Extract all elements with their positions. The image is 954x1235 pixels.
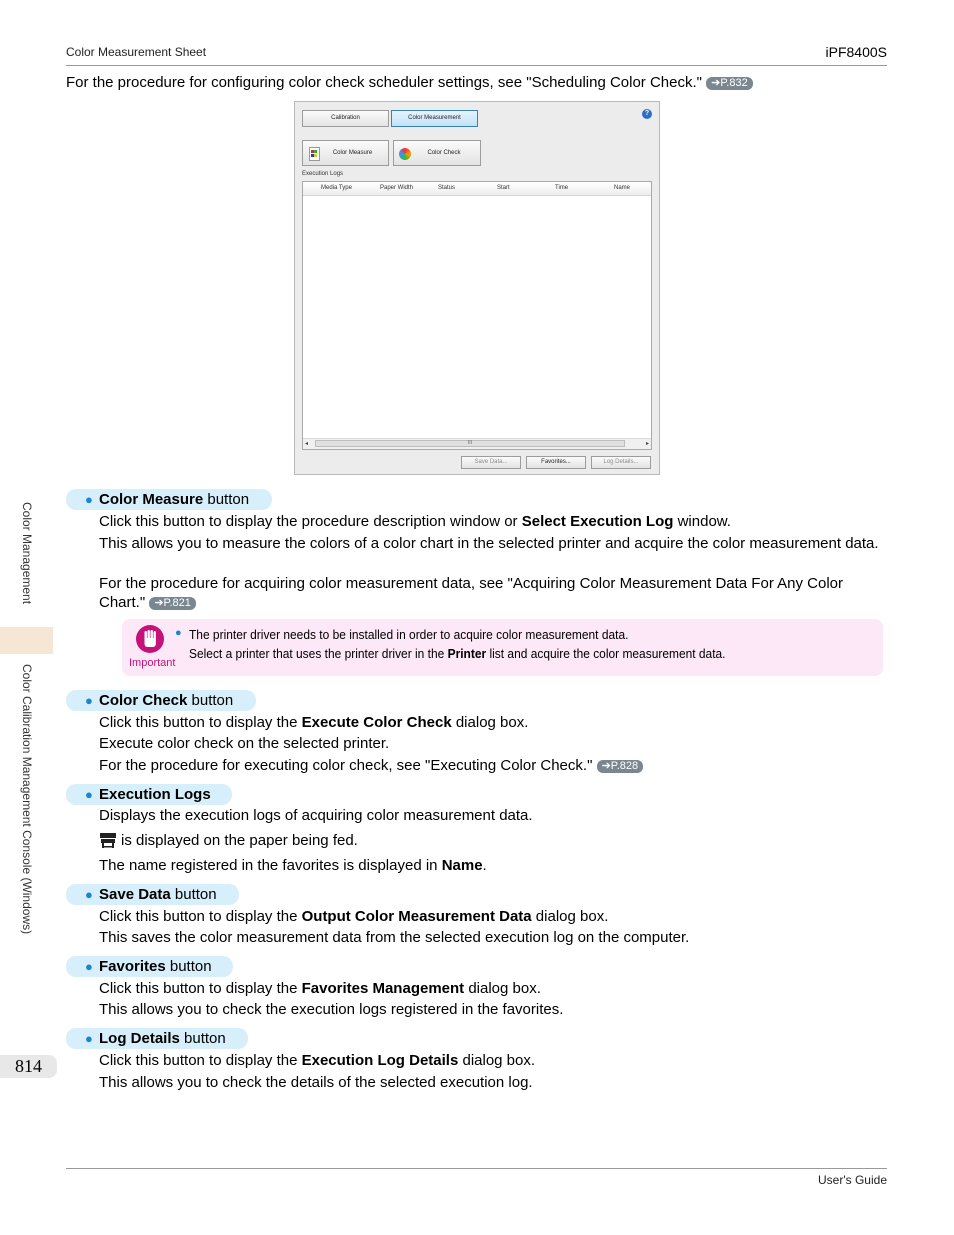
favorites-p1: Click this button to display the Favorites Management dialog box. [99,980,541,997]
intro-paragraph [66,73,753,92]
important-line2: Select a printer that uses the printer driver in the Printer list and acquire the color measurement data. [189,646,726,661]
bullet-icon: ● [85,1031,93,1046]
color-measure-icon [309,147,320,161]
table-header-row [303,182,651,196]
log-details-p2: This allows you to check the details of the selected execution log. [99,1074,533,1091]
intro-page-ref-link[interactable]: ➔P.832 [706,77,753,90]
heading-color-check: ● Color Check button [66,690,256,711]
important-hand-icon [136,625,164,653]
execution-logs-p1: Displays the execution logs of acquiring color measurement data. [99,807,533,824]
column-status[interactable]: Status [438,185,456,191]
scroll-left-icon[interactable]: ◂ [305,441,309,447]
column-name[interactable]: Name [614,185,631,191]
save-data-button[interactable]: Save Data... [461,456,521,469]
color-check-p3: For the procedure for executing color check, see "Executing Color Check." ➔P.828 [99,756,643,775]
running-header-title: Color Measurement Sheet [66,45,207,59]
column-media-type[interactable]: Media Type [321,185,352,191]
bullet-icon: ● [85,492,93,507]
execution-logs-table[interactable] [302,181,652,450]
column-start[interactable]: Start [497,185,510,191]
footer-guide-title: User's Guide [818,1173,887,1187]
bullet-icon: ● [85,959,93,974]
important-bullet-icon: ● [175,627,182,639]
execution-logs-p2: is displayed on the paper being fed. [99,831,358,850]
column-paper-width[interactable]: Paper Width [380,185,414,191]
save-data-p1: Click this button to display the Output Color Measurement Data dialog box. [99,908,609,925]
sidebar-chapter-tab [0,627,53,654]
favorites-button[interactable]: Favorites... [526,456,586,469]
heading-save-data: ● Save Data button [66,884,239,905]
color-check-p1: Click this button to display the Execute Color Check dialog box. [99,714,529,731]
bullet-icon: ● [85,787,93,802]
important-note [122,619,883,676]
header-rule [66,65,887,66]
paper-fed-icon [99,831,117,849]
execution-logs-label: Execution Logs [302,171,344,177]
heading-execution-logs: ● Execution Logs [66,784,232,805]
log-details-button[interactable]: Log Details... [591,456,651,469]
color-measure-page-ref-link[interactable]: ➔P.821 [149,597,196,610]
heading-favorites: ● Favorites button [66,956,233,977]
color-measure-p3: For the procedure for acquiring color measurement data, see "Acquiring Color Measurement Data For Any Color Chart." ➔P.821 [99,575,844,611]
scroll-right-icon[interactable]: ▸ [645,441,649,447]
column-time[interactable]: Time [555,185,569,191]
sidebar-section: Color Calibration Management Console (Windows) [20,664,34,935]
save-data-p2: This saves the color measurement data from the selected execution log on the computer. [99,929,690,946]
horizontal-scrollbar[interactable] [303,438,651,449]
color-measure-p1: Click this button to display the procedure description window or Select Execution Log window. [99,513,731,530]
color-measure-label: Color Measure [332,150,373,156]
color-measure-button[interactable] [302,140,389,166]
color-measurement-tab[interactable]: Color Measurement [391,110,478,127]
execution-logs-p3: The name registered in the favorites is displayed in Name. [99,857,487,874]
color-check-icon [399,148,411,160]
page-number: 814 [0,1055,57,1078]
color-measure-p2: This allows you to measure the colors of a color chart in the selected printer and acquire the color measurement data. [99,535,879,552]
color-check-p2: Execute color check on the selected printer. [99,735,390,752]
help-icon[interactable]: ? [642,109,652,119]
favorites-p2: This allows you to check the execution logs registered in the favorites. [99,1001,564,1018]
log-details-p1: Click this button to display the Execution Log Details dialog box. [99,1052,536,1069]
running-header-model: iPF8400S [825,44,887,60]
color-check-button[interactable] [393,140,481,166]
heading-log-details: ● Log Details button [66,1028,248,1049]
bullet-icon: ● [85,887,93,902]
color-measurement-screenshot [294,101,660,475]
important-label: Important [129,657,176,669]
intro-text: For the procedure for configuring color check scheduler settings, see "Scheduling Color Check." [66,74,702,91]
calibration-tab[interactable]: Calibration [302,110,389,127]
footer-rule [66,1168,887,1169]
sidebar-chapter: Color Management [20,502,34,605]
color-check-label: Color Check [427,150,461,156]
scroll-thumb[interactable]: III [315,440,625,447]
color-check-page-ref-link[interactable]: ➔P.828 [597,760,644,773]
heading-color-measure: ● Color Measure button [66,489,272,510]
bullet-icon: ● [85,693,93,708]
important-line1: The printer driver needs to be installed in order to acquire color measurement data. [189,627,629,642]
